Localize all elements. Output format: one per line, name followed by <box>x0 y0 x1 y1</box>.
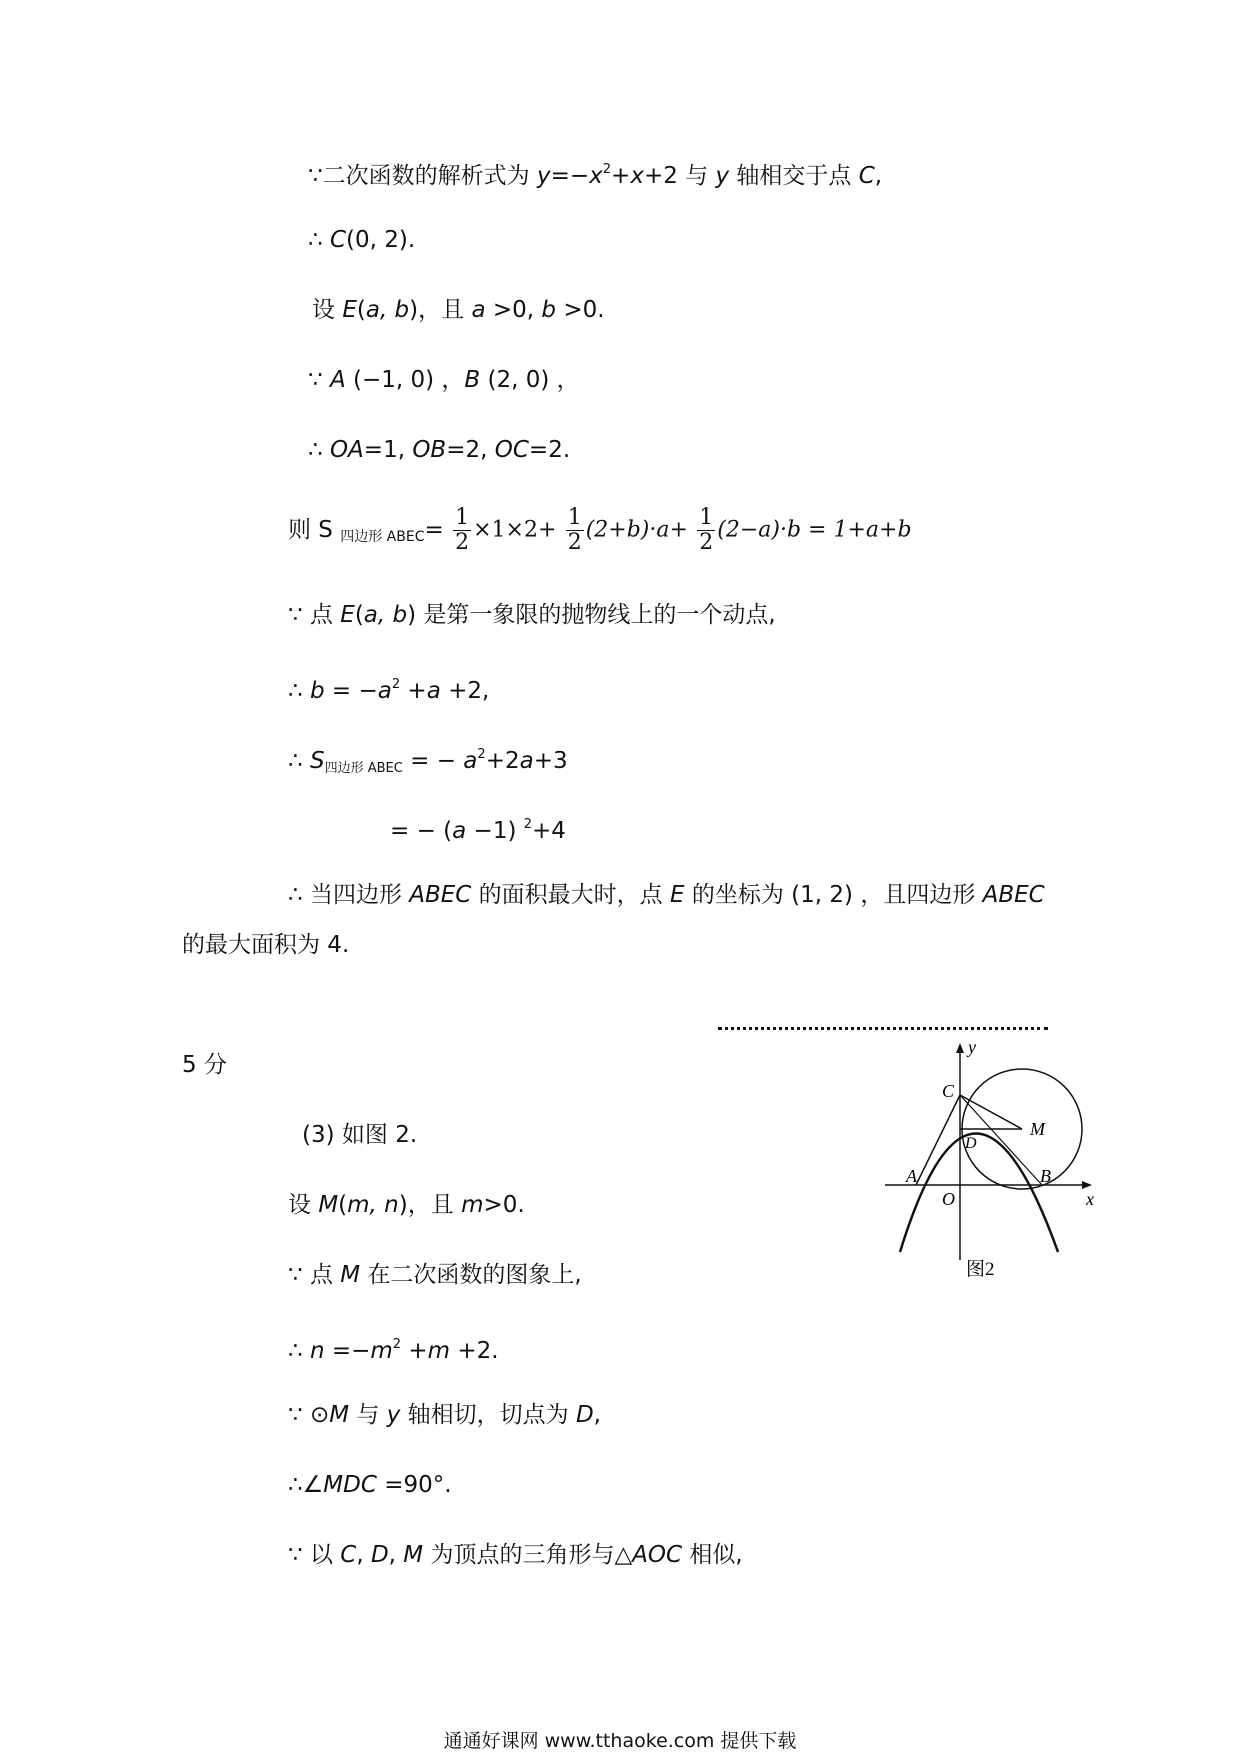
line-9: ∴ $S_{四边形 ABEC}$ = − $a^2+2a+3$ <box>288 747 568 776</box>
y-axis-arrow <box>956 1043 964 1053</box>
line-15: 设 M(m, n)，且 m>0. <box>288 1192 525 1218</box>
line-18: ∵ ⊙M 与 y 轴相切，切点为 D, <box>288 1402 601 1428</box>
label-c: C <box>942 1081 955 1101</box>
line-1: ∵二次函数的解析式为 $y=-x^2+x+2$ 与 y 轴相交于点 C, <box>308 162 883 189</box>
label-y: y <box>968 1037 976 1057</box>
figure-2-diagram <box>870 1035 1110 1280</box>
fraction-3: $\frac{1}{2}$ <box>699 505 714 555</box>
line-8: ∴ $b = -a^2 +a +2$, <box>288 677 490 704</box>
line-11: ∴ 当四边形 ABEC 的面积最大时，点 E 的坐标为 (1, 2) ，且四边形 ABEC <box>288 882 1045 908</box>
line-3: 设 E(a, b)，且 a >0, b >0. <box>312 297 605 323</box>
x-axis-arrow <box>1082 1181 1092 1189</box>
line-19: ∴∠MDC =90°. <box>288 1472 452 1498</box>
line-7: ∵ 点 E(a, b) 是第一象限的抛物线上的一个动点, <box>288 602 776 628</box>
segment-cm <box>960 1095 1022 1129</box>
footer-download-note: 通通好课网 www.tthaoke.com 提供下载 <box>443 1730 797 1752</box>
line-17: ∴ $n =-m^2 +m +2$. <box>288 1337 499 1364</box>
line-6-area-formula: 则 S $_{四边形 ABEC}$= $\frac{1}{2}$ ×1×2+ $\frac{1}{2}$ (2+b)·a+ $\frac{1}{2}$ (2−a)·b = 1+a+b <box>288 505 912 555</box>
line-16: ∵ 点 M 在二次函数的图象上, <box>288 1262 582 1288</box>
label-x: x <box>1086 1189 1094 1209</box>
label-d: D <box>965 1135 977 1152</box>
line-14: (3) 如图 2. <box>302 1122 418 1148</box>
line-5: ∴ OA=1, OB=2, OC=2. <box>308 437 571 463</box>
label-o: O <box>942 1189 955 1209</box>
figure-caption: 图2 <box>966 1259 995 1280</box>
dotted-separator <box>718 1007 1048 1030</box>
label-m: M <box>1030 1119 1045 1139</box>
segment-ac <box>916 1095 960 1185</box>
line-2: ∴ C(0, 2). <box>308 227 416 253</box>
label-a: A <box>906 1166 917 1186</box>
line-10: = − (a −1) $^2$+4 <box>390 817 566 844</box>
line-20: ∵ 以 C, D, M 为顶点的三角形与△AOC 相似, <box>288 1542 743 1568</box>
line-12: 的最大面积为 4. <box>182 932 350 958</box>
line-4: ∵ A (−1, 0) ，B (2, 0) ， <box>308 367 580 393</box>
fraction-1: $\frac{1}{2}$ <box>455 505 470 555</box>
line-13-score: 5 分 <box>182 1052 227 1078</box>
fraction-2: $\frac{1}{2}$ <box>567 505 582 555</box>
label-b: B <box>1040 1166 1051 1186</box>
parabola <box>900 1134 1058 1253</box>
